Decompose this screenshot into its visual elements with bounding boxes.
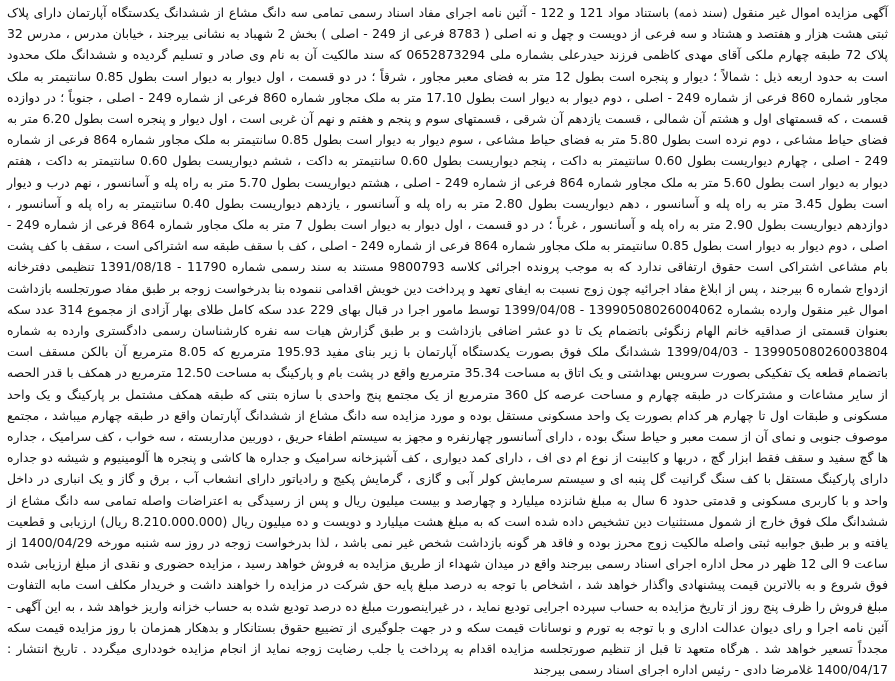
auction-notice-text: آگهی مزایده اموال غیر منقول (سند ذمه) باستناد مواد 121 و 122 - آئین نامه اجرای مفاد اسناد رسمی تمامی سه دانگ مشاع از ششدانگ یکدستگاه آپارتمان دارای پلاک ثبتی هشت هزار و هفتصد و هشتاد و سه فرعی از دویست و چهل و نه اصلی ( 8783 فرعی از 249 - اصلی ) بخش 2 شهباد به نشانی بیرجند ، خیابان مدرس ، مدرس 32 پلاک 72 طبقه چهارم ملکی آقای مهدی کاظمی فرزند حیدرعلی بشماره ملی 0652873294 که سند مالکیت آن به نام وی صادر و تسلیم گردیده و ششدانگ ملک محدود است به حدود اربعه ذیل : شمالاً ؛ دیوار و پنجره است بطول 12 متر به فضای معبر مجاور ، شرقاً ؛ در دو قسمت ، اول دیوار به دیوار است بطول 0.85 سانتیمتر به ملک مجاور شماره 860 فرعی از شماره 249 - اصلی ، دوم دیوار به دیوار است بطول 17.10 متر به ملک مجاور شماره 860 فرعی از شماره 249 - اصلی ، جنوباً ؛ در دوازده قسمت ، که قسمتهای اول و هشتم آن شمالی ، قسمت یازدهم آن شرقی ، قسمتهای سوم و پنجم و هفتم و نهم آن غربی است ، اول دیوار و پنجره است بطول 6.20 متر به فضای حیاط مشاعی ، دوم نرده است بطول 5.80 متر به فضای حیاط مشاعی ، سوم دیوار به دیوار است بطول 0.85 سانتیمتر به ملک مجاور شماره 864 فرعی از شماره 249 - اصلی ، چهارم دیواریست بطول 0.60 سانتیمتر به داکت ، پنجم دیواریست بطول 0.60 سانتیمتر به داکت ، ششم دیواریست بطول 0.60 سانتیمتر به داکت ، هفتم دیوار به دیوار است بطول 5.60 متر به ملک مجاور شماره 864 فرعی از شماره 249 - اصلی ، هشتم دیواریست بطول 5.70 متر به راه پله و آسانسور ، نهم درب و دیوار است بطول 3.45 متر به راه پله و آسانسور ، دهم دیواریست بطول 2.80 متر به راه پله و آسانسور ، یازدهم دیواریست بطول 0.40 سانتیمتر به راه پله و آسانسور ، دوازدهم دیواریست بطول 2.90 متر به راه پله و آسانسور ، غرباً ؛ در دو قسمت ، اول دیوار به دیوار است بطول 7 متر به ملک مجاور شماره 864 فرعی از شماره 249 - اصلی ، دوم دیوار به دیوار است بطول 0.85 سانتیمتر به ملک مجاور شماره 864 فرعی از شماره 249 - اصلی ، کف با سقف طبقه سه اشتراکی است ، سقف با کف پشت بام مشاعی اشتراکی است حقوق ارتفاقی ندارد که به موجب پرونده اجرائی کلاسه 9800793 مستند به سند رسمی شماره 11790 - 1391/08/18 تنظیمی دفترخانه ازدواج شماره 6 بیرجند ، پس از ابلاغ مفاد اجرائیه چون زوج نسبت به ایفای تعهد و پرداخت دین خویش اقدامی ننموده بنا بدرخواست زوجه بر طبق مفاد صورتجلسه بازداشت اموال غیر منقول وارده بشماره 13990508026004062 - 1399/04/08 توسط مامور اجرا در قبال بهای 229 عدد سکه کامل طلای بهار آزادی از مجموع 314 عدد سکه بعنوان قسمتی از صداقیه خانم الهام زنگوئی باتضمام یک تا دو عشر اضافی بازداشت و بر طبق گزارش هیات سه نفره کارشناسان رسمی دادگستری وارده به شماره 13990508026003804 - 1399/04/03 ششدانگ ملک فوق بصورت یکدستگاه آپارتمان با زیر بنای مفید 195.93 مترمربع که 8.05 مترمربع آن بالکن مسقف است باتضمام قطعه یک تفکیکی بصورت سرویس بهداشتی و یک اتاق به مساحت 35.34 مترمربع واقع در پشت بام و پارکینگ به مساحت 12.50 مترمربع در همکف با قدر الحصه از سایر مشاعات و مشترکات در طبقه چهارم و مساحت عرصه کل 360 مترمربع از یک مجتمع پنج واحدی با سازه بتنی که طبقه همکف مشتمل بر پارکینگ و یک واحد مسکونی و طبقات اول تا چهارم هر کدام بصورت یک واحد مسکونی مستقل بوده و مورد مزایده سه دانگ مشاع از ششدانگ آپارتمان واقع در طبقه چهارم میباشد ، مجتمع موصوف جنوبی و نمای آن از سمت معبر و حیاط سنگ بوده ، دارای آسانسور چهارنفره و مجهز به سیستم اطفاء حریق ، دوربین مداربسته ، سه خواب ، کف سرامیک ، جداره ها گچ سفید و سقف فقط ابزار گچ ، دربها و کابینت از نوع ام دی اف ، دارای کمد دیواری ، کف آشپزخانه سرامیک و جداره ها کاشی و پنجره ها آلومینیوم و شیشه دو جداره دارای پارکینگ مستقل با کف سنگ گرانیت گل پنبه ای و سیستم سرمایش کولر آبی و گازی ، گرمایش پکیج و رادیاتور دارای انشعاب آب ، برق و گاز و یک انباری در داخل واحد و با کاربری مسکونی و قدمتی حدود 6 سال به مبلغ شانزده میلیارد و چهارصد و بیست میلیون ریال و پس از رسیدگی به اعتراضات واصله تمامی سه دانگ مشاع از ششدانگ ملک فوق خارج از شمول مستثنیات دین تشخیص داده شده است که به مبلغ هشت میلیارد و دویست و ده میلیون ریال (8.210.000.000 ریال) ارزیابی و قطعیت یافته و بر طبق جوابیه ثبتی واصله مالکیت زوج محرز بوده و فاقد هر گونه بازداشت شخص غیر نمی باشد ، لذا بدرخواست زوجه در روز سه شنبه مورخه 1400/04/29 از ساعت 9 الی 12 ظهر در محل اداره اجرای اسناد رسمی بیرجند واقع در میدان شهداء از طریق مزایده به فروش خواهد رسید ، مزایده حضوری و نقدی از مبلغ ارزیابی شده فوق شروع و به بالاترین قیمت پیشنهادی واگذار خواهد شد ، اشخاص با توجه به درصد مبلغ پایه حق شرکت در مزایده را خواهند داشت و خریدار مکلف است مابه التفاوت مبلغ فروش را ظرف پنج روز از تاریخ مزایده به حساب سپرده اجرایی تودیع نماید ، در غیراینصورت مبلغ ده درصد تودیع شده به حساب خزانه واریز خواهد شد ، به این آگهی - آئین نامه اجرا و رای دیوان عدالت اداری و با توجه به تورم و نوسانات قیمت سکه و در جهت جلوگیری از تضییع حقوق بستانکار و بدهکار همزمان با روز مزایده قیمت سکه مجدداً تسعیر خواهد شد . هرگاه متعهد تا قبل از تنظیم صورتجلسه مزایده اقدام به پرداخت یا جلب رضایت زوجه نماید از انجام مزایده خودداری میگردد . تاریخ انتشار : 1400/04/17 غلامرضا دادی - رئیس اداره اجرای اسناد رسمی بیرجند: [7, 5, 889, 678]
